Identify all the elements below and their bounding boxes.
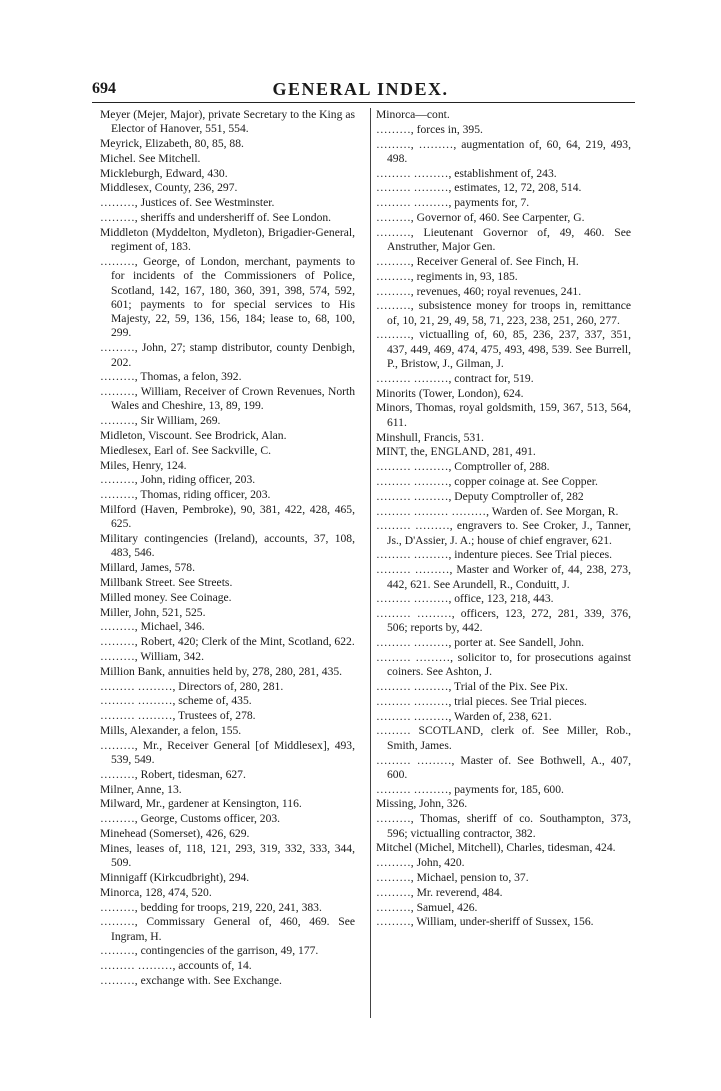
index-entry: Military contingencies (Ireland), accounts, 37, 108, 483, 546. <box>100 532 355 560</box>
index-entry: ……… ………, Deputy Comptroller of, 282 <box>376 489 584 503</box>
index-entry: Middlesex, County, 236, 297. <box>100 181 238 195</box>
index-entry: ……… ………, payments for, 185, 600. <box>376 782 564 796</box>
index-entry: Millard, James, 578. <box>100 561 195 575</box>
index-entry: ………, Justices of. See Westminster. <box>100 196 275 210</box>
index-column-right <box>376 108 631 930</box>
index-entry: ……… ………, Warden of, 238, 621. <box>376 709 552 723</box>
index-entry: ………, Michael, pension to, 37. <box>376 870 529 884</box>
index-entry: ……… ………, scheme of, 435. <box>100 694 252 708</box>
index-entry: Minorca—cont. <box>376 108 450 121</box>
index-entry: ……… ………, estimates, 12, 72, 208, 514. <box>376 181 582 195</box>
index-entry: ……… ………, Master and Worker of, 44, 238, 273, 442, 621. See Arundell, R., Conduitt, J. <box>376 563 631 591</box>
index-entry: ………, Robert, 420; Clerk of the Mint, Scotland, 622. <box>100 635 355 649</box>
index-entry: ……… ………, Directors of, 280, 281. <box>100 679 284 693</box>
index-entry: ………, victualling of, 60, 85, 236, 237, 337, 351, 437, 449, 469, 474, 475, 493, 498, 539. See Burrell, P., Bristow, J., Gilman, J. <box>376 328 631 371</box>
index-column-left <box>100 108 355 989</box>
index-entry: ………, Thomas, sheriff of co. Southampton, 373, 596; victualling contractor, 382. <box>376 812 631 840</box>
index-entry: ………, Robert, tidesman, 627. <box>100 767 246 781</box>
running-head: GENERAL INDEX. <box>272 79 449 99</box>
index-entry: ………, Lieutenant Governor of, 49, 460. See Anstruther, Major Gen. <box>376 225 631 254</box>
index-entry: ………, George, of London, merchant, payments to for incidents of the Commissioners of Police, Scotland, 142, 167, 180, 360, 391, 398, 574, 592, 601; payments to for special services to His Majesty, 22, 59, 136, 156, 184; lease to, 68, 100, 299. <box>100 254 355 340</box>
index-entry: ………, John, 27; stamp distributor, county Denbigh, 202. <box>100 341 355 369</box>
index-entry: ………, forces in, 395. <box>376 122 483 136</box>
index-entry: Meyrick, Elizabeth, 80, 85, 88. <box>100 137 244 151</box>
index-entry: Midleton, Viscount. See Brodrick, Alan. <box>100 429 287 443</box>
index-entry: ……… ………, solicitor to, for prosecutions against coiners. See Ashton, J. <box>376 650 631 679</box>
index-entry: ……… ………, Master of. See Bothwell, A., 407, 600. <box>376 753 631 781</box>
index-entry: ……… ………, payments for, 7. <box>376 196 530 210</box>
index-entry: ……… ………, copper coinage at. See Copper. <box>376 474 598 488</box>
index-entry: ………, ………, augmentation of, 60, 64, 219, 493, 498. <box>376 137 631 165</box>
index-entry: ………, sheriffs and undersheriff of. See London. <box>100 211 332 225</box>
index-entry: Meyer (Mejer, Major), private Secretary to the King as Elector of Hanover, 551, 554. <box>100 108 355 136</box>
index-entry: ………, regiments in, 93, 185. <box>376 269 518 283</box>
index-entry: Mines, leases of, 118, 121, 293, 319, 332, 333, 344, 509. <box>100 841 355 870</box>
index-entry: Milford (Haven, Pembroke), 90, 381, 422, 428, 465, 625. <box>100 503 355 531</box>
index-entry: Mickleburgh, Edward, 430. <box>100 166 228 180</box>
index-entry: ………, subsistence money for troops in, remittance of, 10, 21, 29, 49, 58, 71, 223, 238, 251, 260, 277. <box>376 299 631 327</box>
index-entry: Million Bank, annuities held by, 278, 280, 281, 435. <box>100 664 343 678</box>
index-entry: Minors, Thomas, royal goldsmith, 159, 367, 513, 564, 611. <box>376 401 631 429</box>
index-entry: ………, Samuel, 426. <box>376 900 478 914</box>
index-entry: Mills, Alexander, a felon, 155. <box>100 723 242 737</box>
index-entry: ………, Thomas, a felon, 392. <box>100 370 242 384</box>
index-entry: ………, exchange with. See Exchange. <box>100 974 282 988</box>
index-entry: ……… ……… ………, Warden of. See Morgan, R. <box>376 504 619 518</box>
index-entry: ……… ………, trial pieces. See Trial pieces. <box>376 694 587 708</box>
index-entry: ………, bedding for troops, 219, 220, 241, 383. <box>100 900 322 914</box>
index-entry: Minorits (Tower, London), 624. <box>376 386 524 400</box>
index-entry: ……… ………, Comptroller of, 288. <box>376 460 550 474</box>
index-entry: Minnigaff (Kirkcudbright), 294. <box>100 870 250 884</box>
index-entry: ………, William, Receiver of Crown Revenues, North Wales and Cheshire, 13, 89, 199. <box>100 385 355 413</box>
index-entry: Middleton (Myddelton, Mydleton), Brigadier-General, regiment of, 183. <box>100 225 355 254</box>
index-entry: Mitchel (Michel, Mitchell), Charles, tidesman, 424. <box>376 841 616 855</box>
index-entry: ……… ………, Trustees of, 278. <box>100 709 256 723</box>
index-entry: MINT, the, ENGLAND, 281, 491. <box>376 445 536 459</box>
header-rule <box>92 102 635 103</box>
index-entry: ………, Commissary General of, 460, 469. See Ingram, H. <box>100 915 355 943</box>
index-entry: ………, Receiver General of. See Finch, H. <box>376 254 579 268</box>
index-entry: ………, Mr., Receiver General [of Middlesex], 493, 539, 549. <box>100 738 355 767</box>
index-entry: ……… ………, Trial of the Pix. See Pix. <box>376 680 568 694</box>
index-entry: ……… ………, contract for, 519. <box>376 371 534 385</box>
index-entry: Miller, John, 521, 525. <box>100 605 206 619</box>
index-entry: ………, revenues, 460; royal revenues, 241. <box>376 284 582 298</box>
index-entry: ………, John, riding officer, 203. <box>100 473 256 487</box>
index-entry: ………, William, 342. <box>100 649 204 663</box>
index-entry: ………, Mr. reverend, 484. <box>376 885 503 899</box>
index-entry: ……… ………, engravers to. See Croker, J., Tanner, Js., D'Assier, J. A.; house of chief engraver, 621. <box>376 519 631 547</box>
index-entry: Missing, John, 326. <box>376 797 468 811</box>
index-entry: ……… ………, establishment of, 243. <box>376 166 557 180</box>
index-entry: ………, Governor of, 460. See Carpenter, G. <box>376 211 585 225</box>
index-entry: Michel. See Mitchell. <box>100 151 201 165</box>
index-entry: ……… ………, indenture pieces. See Trial pieces. <box>376 548 613 562</box>
index-entry: Minshull, Francis, 531. <box>376 430 484 444</box>
index-entry: ………, George, Customs officer, 203. <box>100 812 281 826</box>
index-entry: Milward, Mr., gardener at Kensington, 116. <box>100 797 302 811</box>
index-entry: ……… ………, accounts of, 14. <box>100 959 252 973</box>
index-entry: ……… ………, porter at. See Sandell, John. <box>376 636 585 650</box>
index-entry: ………, William, under-sheriff of Sussex, 156. <box>376 915 594 929</box>
index-entry: Milner, Anne, 13. <box>100 782 182 796</box>
index-entry: ………, Michael, 346. <box>100 620 205 634</box>
index-entry: ………, Thomas, riding officer, 203. <box>100 488 271 502</box>
index-entry: Milled money. See Coinage. <box>100 590 232 604</box>
index-entry: Minorca, 128, 474, 520. <box>100 885 212 899</box>
index-entry: ……… ………, office, 123, 218, 443. <box>376 592 554 606</box>
index-entry: ……… SCOTLAND, clerk of. See Miller, Rob., Smith, James. <box>376 724 631 752</box>
index-entry: Miedlesex, Earl of. See Sackville, C. <box>100 443 271 457</box>
index-entry: Minehead (Somerset), 426, 629. <box>100 827 250 841</box>
index-entry: ………, John, 420. <box>376 856 465 870</box>
column-divider <box>370 108 371 1018</box>
index-entry: ………, contingencies of the garrison, 49, 177. <box>100 944 319 958</box>
index-entry: Millbank Street. See Streets. <box>100 576 233 589</box>
index-entry: ………, Sir William, 269. <box>100 414 221 428</box>
index-entry: ……… ………, officers, 123, 272, 281, 339, 376, 506; reports by, 442. <box>376 607 631 635</box>
index-entry: Miles, Henry, 124. <box>100 458 187 472</box>
page-number: 694 <box>92 80 116 97</box>
